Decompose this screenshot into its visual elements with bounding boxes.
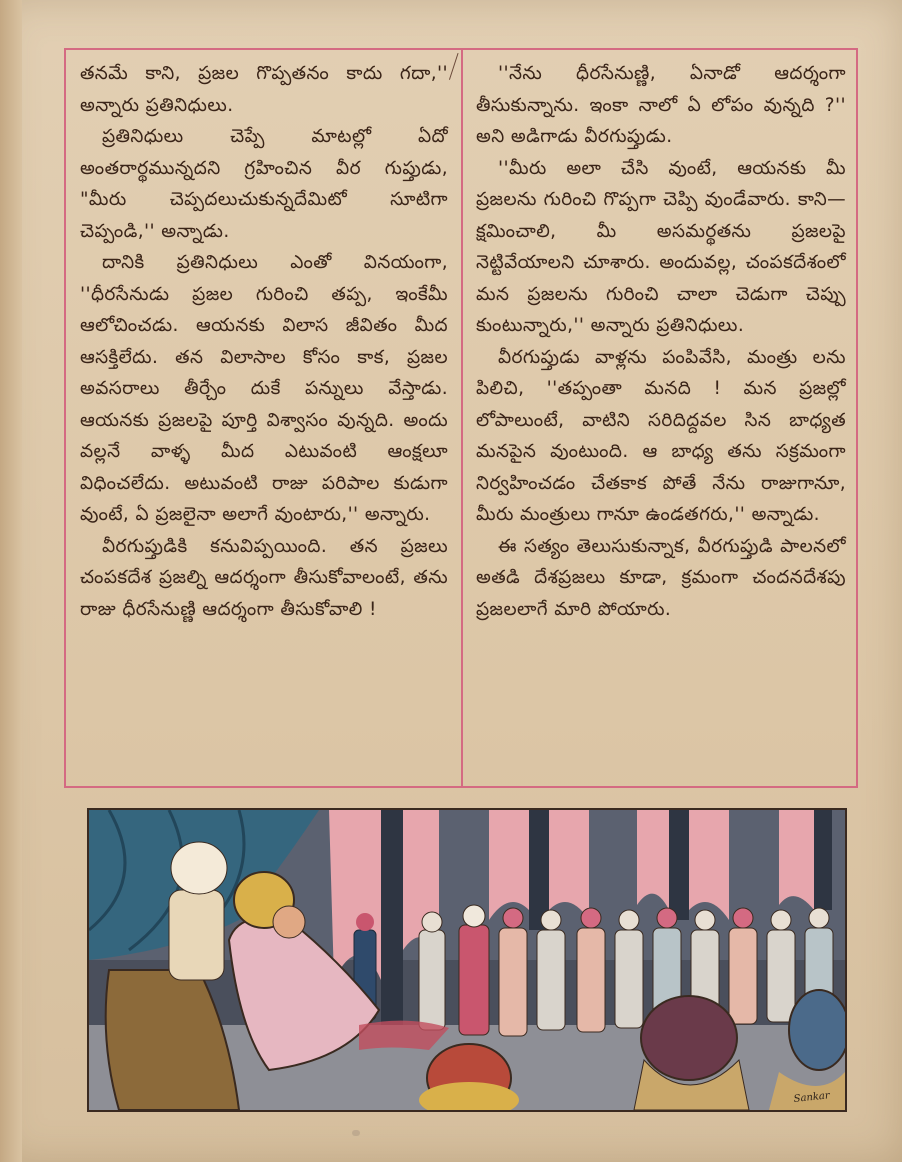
paragraph: ప్రతినిధులు చెప్పే మాటల్లో ఏదో అంతరార్థమున్నదని గ్రహించిన వీర గుప్తుడు, "మీరు చెప్పదలుచుకున్నదేమిటో సూటిగా చెప్పండి,'' అన్నాడు. — [80, 126, 448, 242]
paper-speck — [352, 1130, 360, 1136]
paragraph: ''మీరు అలా చేసి వుంటే, ఆయనకు మీ ప్రజలను గురించి గొప్పగా చెప్పి వుండేవారు. కాని—క్షమించాలి, మీ అసమర్థతను ప్రజలపై నెట్టివేయాలని చూశారు. అందువల్ల, చంపకదేశంలో మన ప్రజలను గురించి చాలా చెడుగా చెప్పు కుంటున్నారు,'' అన్నారు ప్రతినిధులు. — [476, 157, 846, 336]
court-scene-drawing — [89, 810, 845, 1110]
svg-text:Sankar: Sankar — [793, 1090, 831, 1105]
column-divider — [461, 48, 463, 788]
page-edge-shadow — [0, 0, 22, 1162]
paragraph-continuation: తనమే కాని, ప్రజల గొప్పతనం కాదు గదా,'' అన్నారు ప్రతినిధులు. — [80, 63, 448, 116]
story-column-right — [476, 58, 846, 625]
story-column-left — [80, 58, 448, 625]
court-scene-illustration — [87, 808, 847, 1112]
paragraph: వీరగుప్తుడు వాళ్లను పంపివేసి, మంత్రు లను పిలిచి, ''తప్పంతా మనది ! మన ప్రజల్లో లోపాలుంటే, వాటిని సరిదిద్దవల సిన బాధ్యత మనపైన వుంటుంది. ఆ బాధ్య తను సక్రమంగా నిర్వహించడం చేతకాక పోతే నేను రాజుగానూ, మీరు మంత్రులు గానూ ఉండతగరు,'' అన్నాడు. — [476, 346, 846, 525]
paragraph: దానికి ప్రతినిధులు ఎంతో వినయంగా, ''ధీరసేనుడు ప్రజల గురించి తప్ప, ఇంకేమీ ఆలోచించడు. ఆయనకు విలాస జీవితం మీద ఆసక్తిలేదు. తన విలాసాల కోసం కాక, ప్రజల అవసరాలు తీర్చేం దుకే పన్నులు వేస్తాడు. ఆయనకు ప్రజలపై పూర్తి విశ్వాసం వున్నది. అందు వల్లనే వాళ్ళ మీద ఎటువంటి ఆంక్షలూ విధించలేదు. అటువంటి రాజు పరిపాల కుడుగా వుంటే, ఏ ప్రజలైనా అలాగే వుంటారు,'' అన్నారు. — [80, 252, 448, 525]
paragraph: ''నేను ధీరసేనుణ్ణి, ఏనాడో ఆదర్శంగా తీసుకున్నాను. ఇంకా నాలో ఏ లోపం వున్నది ?'' అని అడిగాడు వీరగుప్తుడు. — [476, 63, 846, 147]
paragraph: వీరగుప్తుడికి కనువిప్పయింది. తన ప్రజలు చంపకదేశ ప్రజల్ని ఆదర్శంగా తీసుకోవాలంటే, తను రాజు ధీరసేనుణ్ణి ఆదర్శంగా తీసుకోవాలి ! — [80, 535, 448, 620]
paragraph: ఈ సత్యం తెలుసుకున్నాక, వీరగుప్తుడి పాలనలో అతడి దేశప్రజలు కూడా, క్రమంగా చందనదేశపు ప్రజలలాగే మారి పోయారు. — [476, 535, 846, 620]
